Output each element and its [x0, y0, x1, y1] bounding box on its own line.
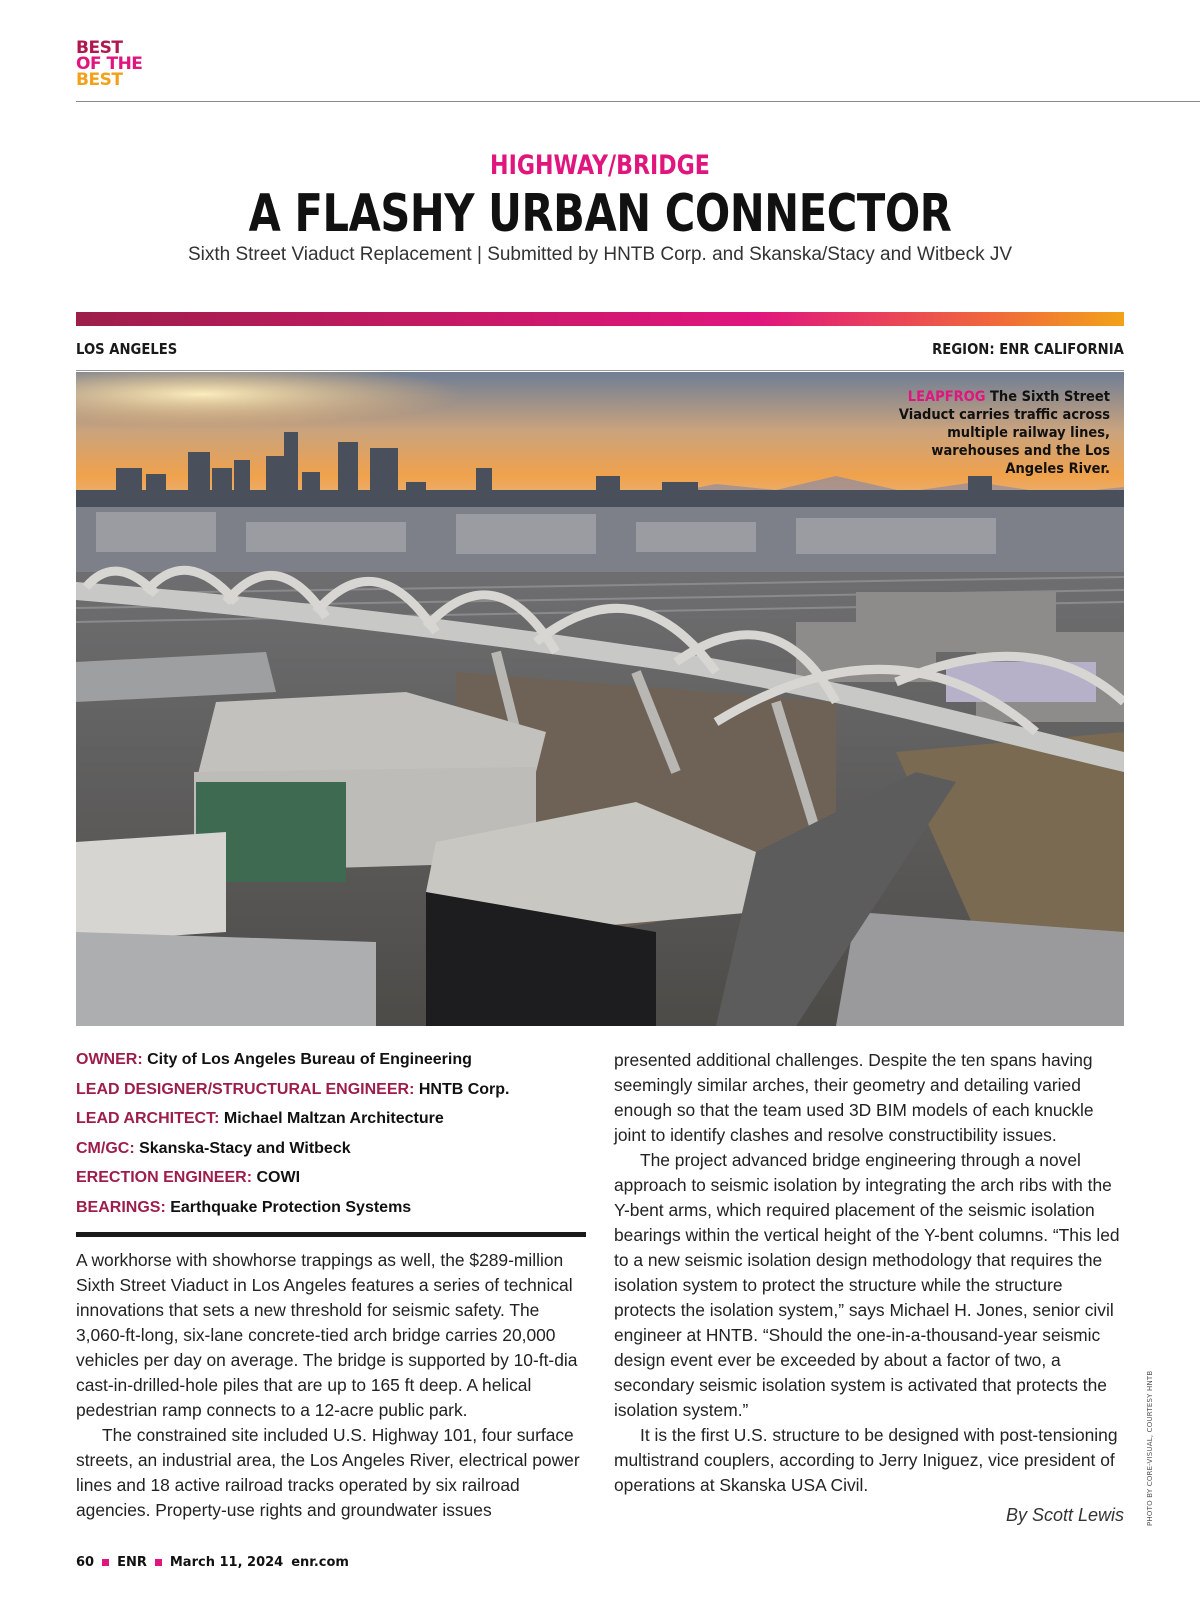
body-paragraph: It is the first U.S. structure to be designed with post-tensioning multistrand couplers, according to Jerry Iniguez, vice president of operations at Skanska USA Civil. [614, 1425, 1118, 1495]
body-column-left [76, 1248, 588, 1523]
credit-value: Michael Maltzan Architecture [223, 1110, 444, 1127]
article-headline: A FLASHY URBAN CONNECTOR [248, 184, 952, 244]
credit-value: Earthquake Protection Systems [170, 1198, 412, 1216]
section-kicker: HIGHWAY/BRIDGE [490, 150, 710, 181]
separator-square-icon [155, 1559, 162, 1566]
photo-credit: PHOTO BY CORE-VISUAL, COURTESY HNTB [1146, 1370, 1154, 1526]
credits-divider [76, 1232, 586, 1237]
logo-line-1: BEST [76, 38, 123, 58]
body-column-right [614, 1048, 1126, 1498]
credit-erection-engineer [76, 1163, 586, 1193]
credit-lead-designer [76, 1075, 586, 1105]
credit-bearings [76, 1193, 586, 1223]
issue-date: March 11, 2024 [169, 1555, 284, 1570]
location-divider [76, 370, 1124, 371]
body-paragraph: presented additional challenges. Despite the ten spans having seemingly similar arches, their geometry and detailing varied enough so that the team used 3D BIM models of each knuckle joint to identify clashes and resolve constructibility issues. [614, 1050, 1094, 1145]
body-paragraph: A workhorse with showhorse trappings as well, the $289-million Sixth Street Viaduct in Los Angeles features a series of technical innovations that sets a new threshold for seismic safety. The 3,060-ft-long, six-lane concrete-tied arch bridge carries 20,000 vehicles per day on average. The bridge is supported by 10-ft-dia cast-in-drilled-hole piles that are up to 165 ft deep. A helical pedestrian ramp connects to a 12-acre public park. [76, 1250, 578, 1420]
caption-text: The Sixth Street Viaduct carries traffic across multiple railway lines, warehouses and the Los Angeles River. [898, 389, 1110, 477]
logo-line-2: OF THE [76, 54, 143, 74]
credit-label: CM/GC: [76, 1139, 135, 1157]
page-footer [76, 1555, 349, 1570]
credit-owner [76, 1045, 586, 1075]
credit-value: COWI [256, 1169, 301, 1186]
logo-line-3: BEST [76, 70, 123, 90]
page-number: 60 [76, 1555, 95, 1570]
location-label: LOS ANGELES [76, 340, 178, 358]
site-url: enr.com [291, 1555, 349, 1570]
credit-value: Skanska-Stacy and Witbeck [139, 1139, 351, 1157]
article-subhead: Sixth Street Viaduct Replacement | Submitted by HNTB Corp. and Skanska/Stacy and Witbeck JV [187, 244, 1013, 265]
top-divider [76, 101, 1200, 102]
credit-label: ERECTION ENGINEER: [76, 1169, 253, 1186]
credit-value: HNTB Corp. [418, 1080, 510, 1098]
credit-label: LEAD DESIGNER/STRUCTURAL ENGINEER: [76, 1080, 415, 1098]
credit-label: LEAD ARCHITECT: [76, 1110, 220, 1127]
byline: By Scott Lewis [1005, 1505, 1124, 1525]
photo-caption [894, 388, 1110, 478]
credit-label: OWNER: [76, 1051, 143, 1068]
best-of-the-best-logo [76, 40, 166, 88]
body-paragraph: The project advanced bridge engineering through a novel approach to seismic isolation by integrating the arch ribs with the Y-bent arms, which required placement of the seismic isolation bearings within the vertical height of the Y-bent columns. “This led to a new seismic isolation design methodology that requires the isolation system to protect the structure while the structure protects the isolation system,” says Michael H. Jones, senior civil engineer at HNTB. “Should the one-in-a-thousand-year seismic design event ever be exceeded by about a factor of two, a secondary seismic isolation system is activated that protects the isolation system.” [614, 1150, 1120, 1420]
region-label: REGION: ENR CALIFORNIA [932, 340, 1124, 358]
project-credits [76, 1045, 586, 1222]
credit-cm-gc [76, 1134, 586, 1164]
body-paragraph: The constrained site included U.S. Highway 101, four surface streets, an industrial area, the Los Angeles River, electrical power lines and 18 active railroad tracks operated by six railroad agencies. Property-use rights and groundwater issues [76, 1425, 580, 1520]
separator-square-icon [102, 1559, 109, 1566]
magazine-name: ENR [117, 1555, 147, 1570]
credit-lead-architect [76, 1104, 586, 1134]
gradient-bar [76, 312, 1124, 326]
credit-label: BEARINGS: [76, 1198, 166, 1216]
credit-value: City of Los Angeles Bureau of Engineering [147, 1051, 472, 1068]
caption-kicker: LEAPFROG [907, 389, 986, 405]
